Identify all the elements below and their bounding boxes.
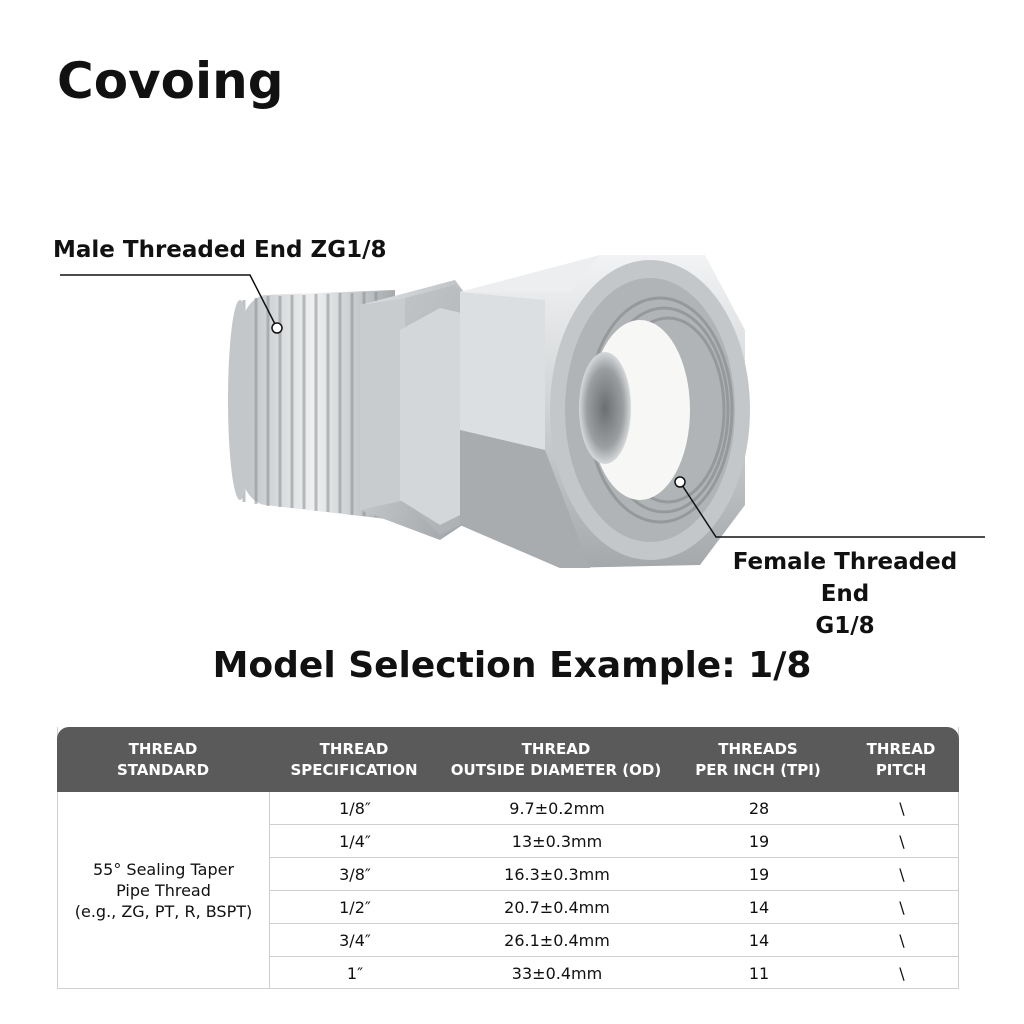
cell-pitch: \ [899, 864, 905, 884]
collar-ring [400, 308, 470, 525]
large-hex-nut [460, 255, 750, 568]
header-threads-per-inch: THREADS PER INCH (TPI) [695, 739, 821, 779]
cell-tpi: 19 [748, 831, 770, 851]
cell-tpi: 28 [748, 798, 770, 818]
thread-standard-cell: 55° Sealing Taper Pipe Thread (e.g., ZG, PT, R, BSPT) [58, 792, 270, 988]
header-outside-diameter: THREAD OUTSIDE DIAMETER (OD) [450, 739, 662, 779]
cell-pitch: \ [899, 798, 905, 818]
table-row [270, 924, 959, 957]
header-thread-specification: THREAD SPECIFICATION [290, 739, 418, 779]
cell-spec: 1/2″ [339, 897, 371, 917]
cell-pitch: \ [899, 930, 905, 950]
female-end-label-line1: Female Threaded End [732, 549, 958, 607]
cell-tpi: 14 [748, 930, 770, 950]
brand-logo-text: Covoing [57, 52, 284, 110]
cell-tpi: 11 [748, 963, 770, 983]
cell-spec: 1/4″ [339, 831, 371, 851]
table-row [270, 891, 959, 924]
cell-spec: 3/4″ [339, 930, 371, 950]
spec-table [57, 727, 959, 989]
cell-spec: 1/8″ [339, 798, 371, 818]
header-thread-standard: THREAD STANDARD [116, 739, 210, 779]
table-row [270, 858, 959, 891]
cell-spec: 1″ [346, 963, 364, 983]
cell-od: 26.1±0.4mm [504, 930, 610, 950]
cell-od: 33±0.4mm [511, 963, 603, 983]
cell-od: 9.7±0.2mm [509, 798, 605, 818]
table-row [270, 957, 959, 990]
female-end-label [705, 546, 985, 642]
table-header [57, 727, 959, 792]
header-thread-pitch: THREAD PITCH [866, 739, 936, 779]
cell-pitch: \ [899, 831, 905, 851]
table-row [270, 792, 959, 825]
female-end-label-line2: G1/8 [815, 613, 875, 639]
cell-pitch: \ [899, 897, 905, 917]
section-title: Model Selection Example: 1/8 [212, 645, 812, 686]
male-end-label: Male Threaded End ZG1/8 [53, 237, 387, 263]
cell-pitch: \ [899, 963, 905, 983]
cell-tpi: 14 [748, 897, 770, 917]
cell-tpi: 19 [748, 864, 770, 884]
cell-od: 16.3±0.3mm [504, 864, 610, 884]
bore-hole [579, 352, 631, 464]
cell-od: 20.7±0.4mm [504, 897, 610, 917]
cell-spec: 3/8″ [339, 864, 371, 884]
cell-od: 13±0.3mm [511, 831, 603, 851]
table-row [270, 825, 959, 858]
